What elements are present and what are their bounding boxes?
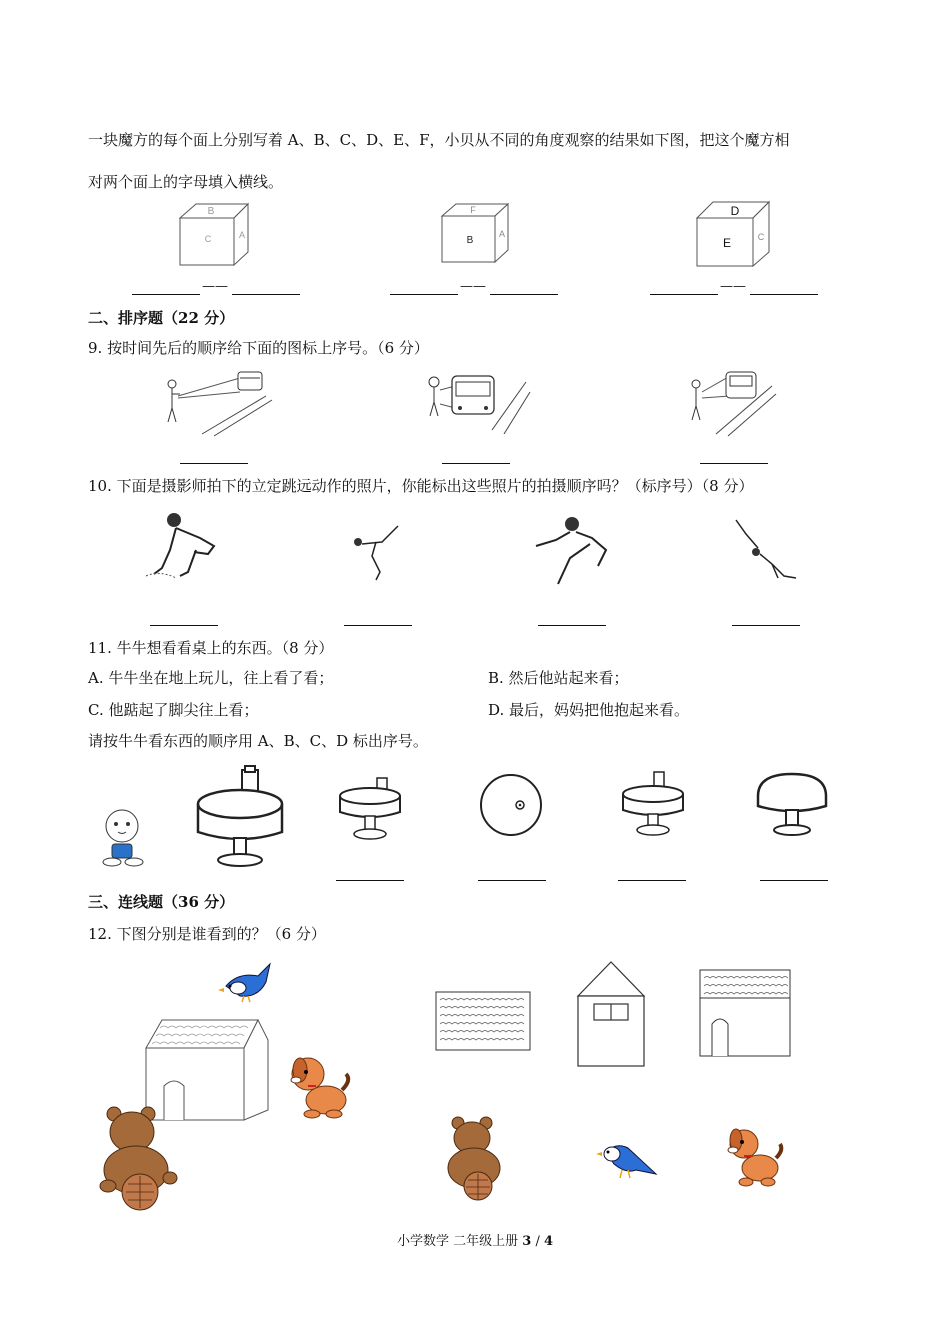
- q11-option-c: C. 他踮起了脚尖往上看；: [88, 701, 259, 719]
- cube-figure-2: [440, 202, 510, 264]
- answer-blank[interactable]: [478, 880, 546, 881]
- q8-text-line1: 一块魔方的每个面上分别写着 A、B、C、D、E、F，小贝从不同的角度观察的结果如下图，把这个魔方相: [88, 131, 790, 149]
- blank-separator: ——: [202, 279, 228, 294]
- answer-blank[interactable]: [336, 880, 404, 881]
- cube2-side-letter: A: [498, 229, 506, 239]
- child-figure: [100, 808, 146, 868]
- footer-course: 小学数学 二年级上册: [396, 1234, 519, 1249]
- q8-text-line2: 对两个面上的字母填入横线。: [88, 173, 284, 191]
- cube2-top-letter: F: [470, 205, 476, 215]
- cube3-front-letter: E: [722, 236, 732, 250]
- cube1-top-letter: B: [207, 206, 215, 217]
- section-2-title: 二、排序题（22 分）: [88, 309, 235, 327]
- footer-page-number: 3: [522, 1234, 532, 1249]
- cube1-side-letter: A: [238, 230, 246, 240]
- table-view-2: [337, 772, 403, 844]
- answer-blank[interactable]: [650, 294, 718, 295]
- table-view-3: [478, 772, 544, 838]
- answer-blank[interactable]: [732, 625, 800, 626]
- answer-blank[interactable]: [700, 463, 768, 464]
- q11-text: 11. 牛牛想看看桌上的东西。（8 分）: [88, 639, 334, 657]
- dog-image: [286, 1052, 354, 1122]
- cube-figure-3: [695, 200, 771, 268]
- q11-option-d: D. 最后，妈妈把他抱起来看。: [488, 701, 690, 719]
- table-view-5: [754, 766, 830, 840]
- cube2-front-letter: B: [466, 235, 474, 246]
- answer-blank[interactable]: [344, 625, 412, 626]
- person-train-image-1: [162, 368, 302, 438]
- table-view-1: [194, 766, 286, 876]
- blank-separator: ——: [720, 279, 746, 294]
- answer-blank[interactable]: [750, 294, 818, 295]
- person-train-image-2: [422, 368, 532, 438]
- answer-blank[interactable]: [538, 625, 606, 626]
- q11-option-a: A. 牛牛坐在地上玩儿，往上看了看；: [88, 669, 334, 687]
- footer-separator: /: [535, 1234, 540, 1249]
- blank-separator: ——: [460, 279, 486, 294]
- table-view-4: [620, 768, 686, 840]
- house-side-view: [574, 960, 648, 1068]
- cube1-front-letter: C: [204, 234, 212, 244]
- jump-photo-2: [348, 516, 408, 582]
- answer-blank[interactable]: [618, 880, 686, 881]
- bird-answer-image: [596, 1130, 660, 1182]
- answer-blank[interactable]: [390, 294, 458, 295]
- page-footer: [0, 1230, 950, 1249]
- answer-blank[interactable]: [150, 625, 218, 626]
- answer-blank[interactable]: [442, 463, 510, 464]
- footer-page-total: 4: [543, 1234, 554, 1249]
- beaver-answer-image: [446, 1116, 508, 1202]
- q10-text: 10. 下面是摄影师拍下的立定跳远动作的照片，你能标出这些照片的拍摄顺序吗？（标序号）（8 分）: [88, 477, 754, 495]
- jump-photo-3: [528, 514, 618, 586]
- person-train-image-3: [686, 364, 786, 438]
- answer-blank[interactable]: [132, 294, 200, 295]
- roof-top-view: [434, 990, 532, 1054]
- cube-figure-1: [178, 202, 250, 266]
- bird-image: [218, 962, 274, 1004]
- answer-blank[interactable]: [180, 463, 248, 464]
- beaver-image: [100, 1106, 178, 1212]
- answer-blank[interactable]: [490, 294, 558, 295]
- answer-blank[interactable]: [232, 294, 300, 295]
- cube3-top-letter: D: [730, 204, 740, 218]
- q12-text: 12. 下图分别是谁看到的？（6 分）: [88, 925, 326, 943]
- q11-instruction: 请按牛牛看东西的顺序用 A、B、C、D 标出序号。: [88, 732, 428, 750]
- q11-option-b: B. 然后他站起来看；: [488, 669, 629, 687]
- q9-text: 9. 按时间先后的顺序给下面的图标上序号。（6 分）: [88, 339, 429, 357]
- cube3-side-letter: C: [757, 232, 765, 242]
- jump-photo-1: [140, 510, 220, 586]
- dog-answer-image: [724, 1124, 786, 1190]
- jump-photo-4: [732, 516, 802, 586]
- house-front-view: [698, 968, 792, 1058]
- section-3-title: 三、连线题（36 分）: [88, 893, 235, 911]
- answer-blank[interactable]: [760, 880, 828, 881]
